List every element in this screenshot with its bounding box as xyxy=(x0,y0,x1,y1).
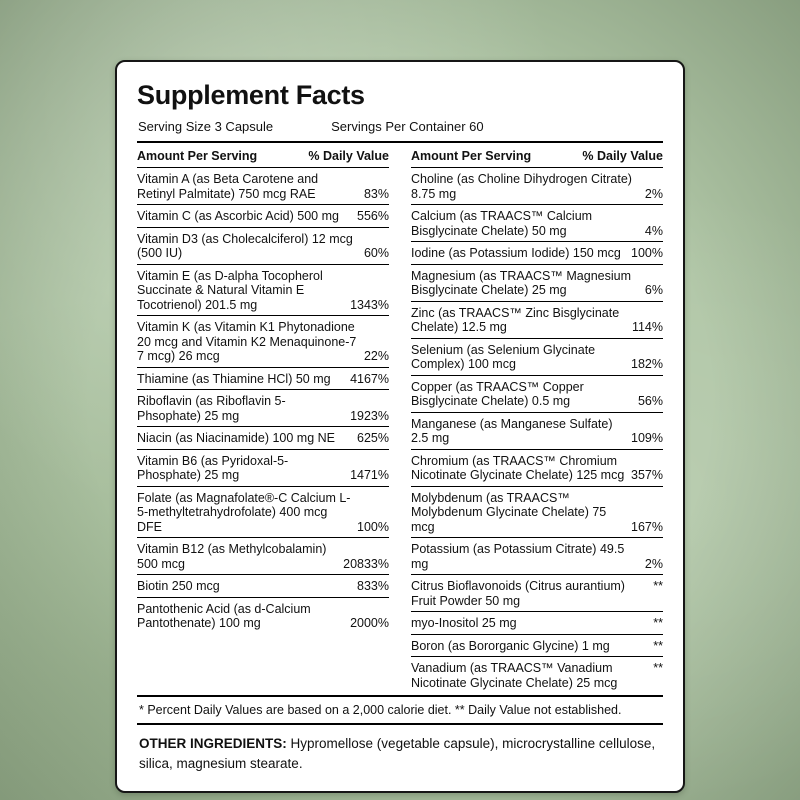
serving-size: Serving Size 3 Capsule xyxy=(138,119,274,134)
nutrient-row xyxy=(411,302,663,339)
nutrient-daily-value: 625% xyxy=(357,431,389,445)
nutrient-row xyxy=(411,168,663,205)
nutrient-name: Pantothenic Acid (as d-Calcium Pantothenate) 100 mg xyxy=(137,601,311,630)
nutrient-daily-value: 1471% xyxy=(350,468,389,482)
supplement-facts-label xyxy=(115,60,685,793)
nutrient-name: Vitamin B12 (as Methylcobalamin) 500 mcg xyxy=(137,542,327,571)
nutrient-row xyxy=(411,612,663,635)
nutrient-row xyxy=(137,538,389,575)
nutrient-row xyxy=(137,598,389,634)
nutrient-row xyxy=(411,575,663,612)
nutrient-row xyxy=(411,376,663,413)
nutrient-rows-right xyxy=(411,168,663,693)
nutrient-name: Biotin 250 mcg xyxy=(137,579,220,593)
nutrient-row xyxy=(411,450,663,487)
nutrient-name: Molybdenum (as TRAACS™ Molybdenum Glycinate Chelate) 75 mcg xyxy=(411,490,607,534)
nutrient-daily-value: 1343% xyxy=(350,297,389,312)
nutrient-daily-value: 83% xyxy=(363,186,389,201)
nutrient-name: Chromium (as TRAACS™ Chromium Nicotinate Glycinate Chelate) 125 mcg xyxy=(411,453,625,482)
nutrient-column-left xyxy=(137,143,389,693)
nutrient-daily-value: ** xyxy=(653,638,663,653)
nutrient-daily-value: 6% xyxy=(644,283,663,297)
nutrient-name: Potassium (as Potassium Citrate) 49.5 mg xyxy=(411,542,625,571)
nutrient-row xyxy=(137,265,389,317)
column-header-left xyxy=(137,143,389,168)
nutrient-row xyxy=(411,487,663,539)
nutrient-daily-value: 4% xyxy=(644,223,663,238)
nutrient-row xyxy=(137,228,389,265)
nutrient-name: Boron (as Bororganic Glycine) 1 mg xyxy=(411,638,610,653)
nutrient-daily-value: ** xyxy=(653,579,663,593)
nutrient-row xyxy=(411,413,663,450)
nutrient-name: Vitamin E (as D-alpha Tocopherol Succinate & Natural Vitamin E Tocotrienol) 201.5 mg xyxy=(137,268,323,312)
nutrient-columns xyxy=(137,143,663,693)
nutrient-name: Riboflavin (as Riboflavin 5-Phsophate) 25 mg xyxy=(137,394,286,423)
nutrient-daily-value: ** xyxy=(653,661,663,675)
nutrient-daily-value: 114% xyxy=(631,320,663,334)
nutrient-row xyxy=(411,635,663,658)
nutrient-name: Choline (as Choline Dihydrogen Citrate) 8.75 mg xyxy=(411,172,632,201)
nutrient-name: Vanadium (as TRAACS™ Vanadium Nicotinate Glycinate Chelate) 25 mcg xyxy=(411,661,618,690)
nutrient-daily-value: 22% xyxy=(363,349,389,363)
nutrient-daily-value: 56% xyxy=(637,394,663,408)
nutrient-row xyxy=(411,242,663,265)
nutrient-name: Vitamin B6 (as Pyridoxal-5-Phosphate) 25 mg xyxy=(137,453,289,482)
daily-value-header: % Daily Value xyxy=(308,149,389,163)
nutrient-name: Citrus Bioflavonoids (Citrus aurantium) Fruit Powder 50 mg xyxy=(411,579,625,608)
amount-per-serving-header: Amount Per Serving xyxy=(137,149,258,163)
nutrient-daily-value: 20833% xyxy=(343,556,389,571)
nutrient-name: Zinc (as TRAACS™ Zinc Bisglycinate Chelate) 12.5 mg xyxy=(411,305,620,334)
nutrient-daily-value: 833% xyxy=(357,579,389,593)
nutrient-row xyxy=(411,538,663,575)
nutrient-name: Vitamin C (as Ascorbic Acid) 500 mg xyxy=(137,209,339,223)
nutrient-row xyxy=(137,390,389,427)
nutrient-name: Folate (as Magnafolate®-C Calcium L-5-methyltetrahydrofolate) 400 mcg DFE xyxy=(137,490,351,534)
serving-info xyxy=(138,119,663,134)
other-ingredients xyxy=(137,725,663,777)
supplement-facts-title: Supplement Facts xyxy=(137,80,365,110)
nutrient-name: Vitamin A (as Beta Carotene and Retinyl Palmitate) 750 mcg RAE xyxy=(137,172,319,201)
column-header-right xyxy=(411,143,663,168)
nutrient-name: Thiamine (as Thiamine HCl) 50 mg xyxy=(137,371,331,386)
nutrient-daily-value: 109% xyxy=(631,431,663,445)
nutrient-daily-value: 100% xyxy=(357,519,389,534)
nutrient-daily-value: 2% xyxy=(644,556,663,571)
nutrient-row xyxy=(137,205,389,228)
nutrient-row xyxy=(137,575,389,598)
nutrient-name: Magnesium (as TRAACS™ Magnesium Bisglycinate Chelate) 25 mg xyxy=(411,268,631,297)
nutrient-daily-value: ** xyxy=(653,616,663,630)
nutrient-name: Vitamin D3 (as Cholecalciferol) 12 mcg (500 IU) xyxy=(137,231,353,260)
nutrient-daily-value: 2% xyxy=(644,186,663,201)
nutrient-daily-value: 2000% xyxy=(350,616,389,630)
daily-value-header: % Daily Value xyxy=(582,149,663,163)
nutrient-daily-value: 182% xyxy=(631,357,663,371)
nutrient-name: Calcium (as TRAACS™ Calcium Bisglycinate Chelate) 50 mg xyxy=(411,209,593,238)
nutrient-row xyxy=(411,339,663,376)
nutrient-name: Copper (as TRAACS™ Copper Bisglycinate Chelate) 0.5 mg xyxy=(411,379,584,408)
nutrient-name: Selenium (as Selenium Glycinate Complex) 100 mcg xyxy=(411,342,596,371)
nutrient-row xyxy=(137,427,389,450)
nutrient-name: myo-Inositol 25 mg xyxy=(411,616,517,630)
nutrient-daily-value: 60% xyxy=(363,246,389,260)
nutrient-row xyxy=(137,450,389,487)
nutrient-row xyxy=(137,368,389,391)
nutrient-row xyxy=(137,168,389,205)
nutrient-name: Niacin (as Niacinamide) 100 mg NE xyxy=(137,431,335,445)
other-ingredients-label: OTHER INGREDIENTS: xyxy=(139,736,287,751)
nutrient-row xyxy=(137,487,389,539)
nutrient-daily-value: 556% xyxy=(357,209,389,223)
amount-per-serving-header: Amount Per Serving xyxy=(411,149,532,163)
servings-per-container: Servings Per Container 60 xyxy=(331,119,484,134)
nutrient-name: Manganese (as Manganese Sulfate) 2.5 mg xyxy=(411,416,613,445)
nutrient-name: Vitamin K (as Vitamin K1 Phytonadione 20 mcg and Vitamin K2 Menaquinone-7 7 mcg) 26 mcg xyxy=(137,320,357,363)
nutrient-name: Iodine (as Potassium Iodide) 150 mcg xyxy=(411,246,621,260)
nutrient-row xyxy=(411,205,663,242)
nutrient-row xyxy=(137,316,389,368)
nutrient-row xyxy=(411,265,663,302)
nutrient-daily-value: 4167% xyxy=(350,371,389,386)
daily-value-footnote: * Percent Daily Values are based on a 2,000 calorie diet. ** Daily Value not established. xyxy=(137,695,663,725)
nutrient-daily-value: 357% xyxy=(631,468,663,482)
nutrient-daily-value: 1923% xyxy=(350,408,389,423)
nutrient-rows-left xyxy=(137,168,389,634)
other-ingredients-text: Hypromellose (vegetable capsule), microcrystalline cellulose, silica, magnesium stearate. xyxy=(139,736,656,772)
nutrient-row xyxy=(411,657,663,693)
nutrient-daily-value: 167% xyxy=(631,519,663,534)
nutrient-daily-value: 100% xyxy=(631,246,663,260)
nutrient-column-right xyxy=(411,143,663,693)
